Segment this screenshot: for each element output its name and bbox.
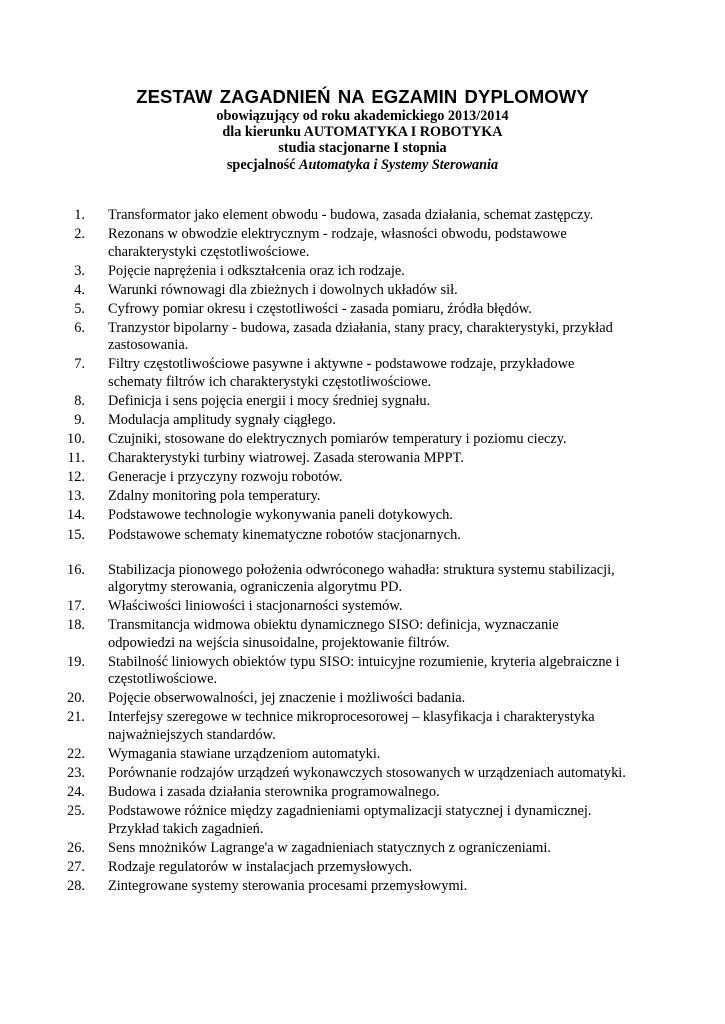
list-item	[0, 617, 725, 652]
list-item	[0, 709, 725, 744]
list-item	[0, 598, 725, 615]
item-number: 12.	[67, 469, 85, 486]
item-text: Zdalny monitoring pola temperatury.	[108, 488, 321, 505]
item-text: Generacje i przyczyny rozwoju robotów.	[108, 469, 343, 486]
item-text: Zintegrowane systemy sterowania procesami przemysłowymi.	[108, 877, 468, 894]
list-item	[0, 301, 725, 318]
item-number: 7.	[74, 356, 85, 373]
document-header	[0, 86, 725, 173]
document-title: ZESTAW ZAGADNIEŃ NA EGZAMIN DYPLOMOWY	[136, 86, 589, 107]
item-number: 9.	[74, 411, 85, 428]
item-number: 15.	[67, 526, 85, 543]
item-text: Pojęcie naprężenia i odkształcenia oraz ich rodzaje.	[108, 262, 405, 279]
list-item	[0, 393, 725, 410]
list-item	[0, 507, 725, 524]
item-number: 11.	[67, 450, 85, 467]
specialization-label: specjalność	[226, 156, 296, 173]
item-text: Pojęcie obserwowalności, jej znaczenie i możliwości badania.	[108, 690, 466, 707]
section-gap	[0, 546, 725, 562]
item-number: 17.	[67, 598, 85, 615]
item-number: 20.	[67, 690, 85, 707]
list-item	[0, 207, 725, 224]
field-of-study-line: dla kierunku AUTOMATYKA I ROBOTYKA	[222, 124, 503, 141]
item-text: Rezonans w obwodzie elektrycznym - rodzaje, własności obwodu, podstawowe charakterystyki częstotliwościowe.	[108, 226, 567, 260]
item-number: 28.	[67, 877, 85, 894]
list-item	[0, 878, 725, 895]
item-text: Cyfrowy pomiar okresu i częstotliwości - zasada pomiaru, źródła błędów.	[108, 300, 532, 317]
item-number: 10.	[67, 431, 85, 448]
item-text: Warunki równowagi dla zbieżnych i dowolnych układów sił.	[108, 281, 458, 298]
item-number: 5.	[74, 300, 85, 317]
item-number: 27.	[67, 858, 85, 875]
item-text: Podstawowe różnice między zagadnieniami optymalizacji statycznej i dynamicznej. Przykład takich zagadnień.	[108, 803, 592, 837]
item-text: Modulacja amplitudy sygnały ciągłego.	[108, 411, 336, 428]
list-item	[0, 282, 725, 299]
item-text: Podstawowe schematy kinematyczne robotów stacjonarnych.	[108, 526, 461, 543]
list-item	[0, 690, 725, 707]
specialization-name: Automatyka i Systemy Sterowania	[299, 156, 499, 173]
item-number: 6.	[74, 319, 85, 336]
item-number: 14.	[67, 507, 85, 524]
item-number: 13.	[67, 488, 85, 505]
list-item	[0, 356, 725, 391]
item-number: 2.	[74, 226, 85, 243]
item-text: Transmitancja widmowa obiektu dynamicznego SISO: definicja, wyznaczanie odpowiedzi na wejścia sinusoidalne, projektowanie filtrów.	[108, 617, 559, 651]
specialization-line	[0, 157, 725, 173]
list-item	[0, 746, 725, 763]
item-number: 8.	[74, 392, 85, 409]
list-item	[0, 859, 725, 876]
item-text: Rodzaje regulatorów w instalacjach przemysłowych.	[108, 858, 413, 875]
list-item	[0, 263, 725, 280]
item-text: Właściwości liniowości i stacjonarności systemów.	[108, 598, 403, 615]
item-number: 26.	[67, 839, 85, 856]
item-number: 1.	[74, 207, 85, 223]
list-item	[0, 765, 725, 782]
item-number: 25.	[67, 803, 85, 820]
item-text: Budowa i zasada działania sterownika programowalnego.	[108, 784, 440, 800]
list-item	[0, 803, 725, 838]
item-text: Charakterystyki turbiny wiatrowej. Zasada sterowania MPPT.	[108, 450, 464, 467]
item-number: 22.	[67, 745, 85, 762]
item-text: Definicja i sens pojęcia energii i mocy średniej sygnału.	[108, 392, 431, 409]
item-text: Stabilizacja pionowego położenia odwróconego wahadła: struktura systemu stabilizacji, algorytmy sterowania, ograniczenia algorytmu PD.	[108, 561, 615, 596]
item-text: Sens mnożników Lagrange'a w zagadnieniach statycznych z ograniczeniami.	[108, 839, 551, 856]
topic-list	[0, 207, 725, 897]
item-number: 16.	[67, 561, 85, 578]
item-number: 24.	[67, 784, 85, 800]
list-item	[0, 527, 725, 544]
list-item	[0, 412, 725, 429]
item-number: 3.	[74, 262, 85, 279]
item-number: 18.	[67, 617, 85, 634]
item-text: Wymagania stawiane urządzeniom automatyki.	[108, 745, 381, 762]
list-item	[0, 450, 725, 467]
list-item	[0, 320, 725, 355]
list-item	[0, 784, 725, 801]
item-text: Filtry częstotliwościowe pasywne i aktywne - podstawowe rodzaje, przykładowe schematy filtrów ich charakterystyki częstotliwościowe.	[108, 356, 575, 390]
list-item	[0, 562, 725, 597]
item-number: 21.	[67, 709, 85, 726]
item-text: Transformator jako element obwodu - budowa, zasada działania, schemat zastępczy.	[108, 207, 594, 223]
item-number: 19.	[67, 653, 85, 670]
item-number: 4.	[74, 281, 85, 298]
list-item	[0, 431, 725, 448]
item-number: 23.	[67, 764, 85, 781]
list-item	[0, 488, 725, 505]
list-item	[0, 654, 725, 689]
list-item	[0, 226, 725, 261]
study-mode-line: studia stacjonarne I stopnia	[278, 140, 447, 157]
item-text: Podstawowe technologie wykonywania paneli dotykowych.	[108, 507, 453, 524]
item-text: Tranzystor bipolarny - budowa, zasada działania, stany pracy, charakterystyki, przykład zastosowania.	[108, 319, 613, 354]
item-text: Interfejsy szeregowe w technice mikroprocesorowej – klasyfikacja i charakterystyka najważniejszych standardów.	[108, 709, 595, 743]
item-text: Porównanie rodzajów urządzeń wykonawczych stosowanych w urządzeniach automatyki.	[108, 764, 626, 781]
list-item	[0, 469, 725, 486]
validity-line: obowiązujący od roku akademickiego 2013/2014	[216, 108, 509, 124]
list-item	[0, 840, 725, 857]
item-text: Czujniki, stosowane do elektrycznych pomiarów temperatury i poziomu cieczy.	[108, 431, 567, 448]
item-text: Stabilność liniowych obiektów typu SISO: intuicyjne rozumienie, kryteria algebraiczne i częstotliwościowe.	[108, 653, 620, 688]
